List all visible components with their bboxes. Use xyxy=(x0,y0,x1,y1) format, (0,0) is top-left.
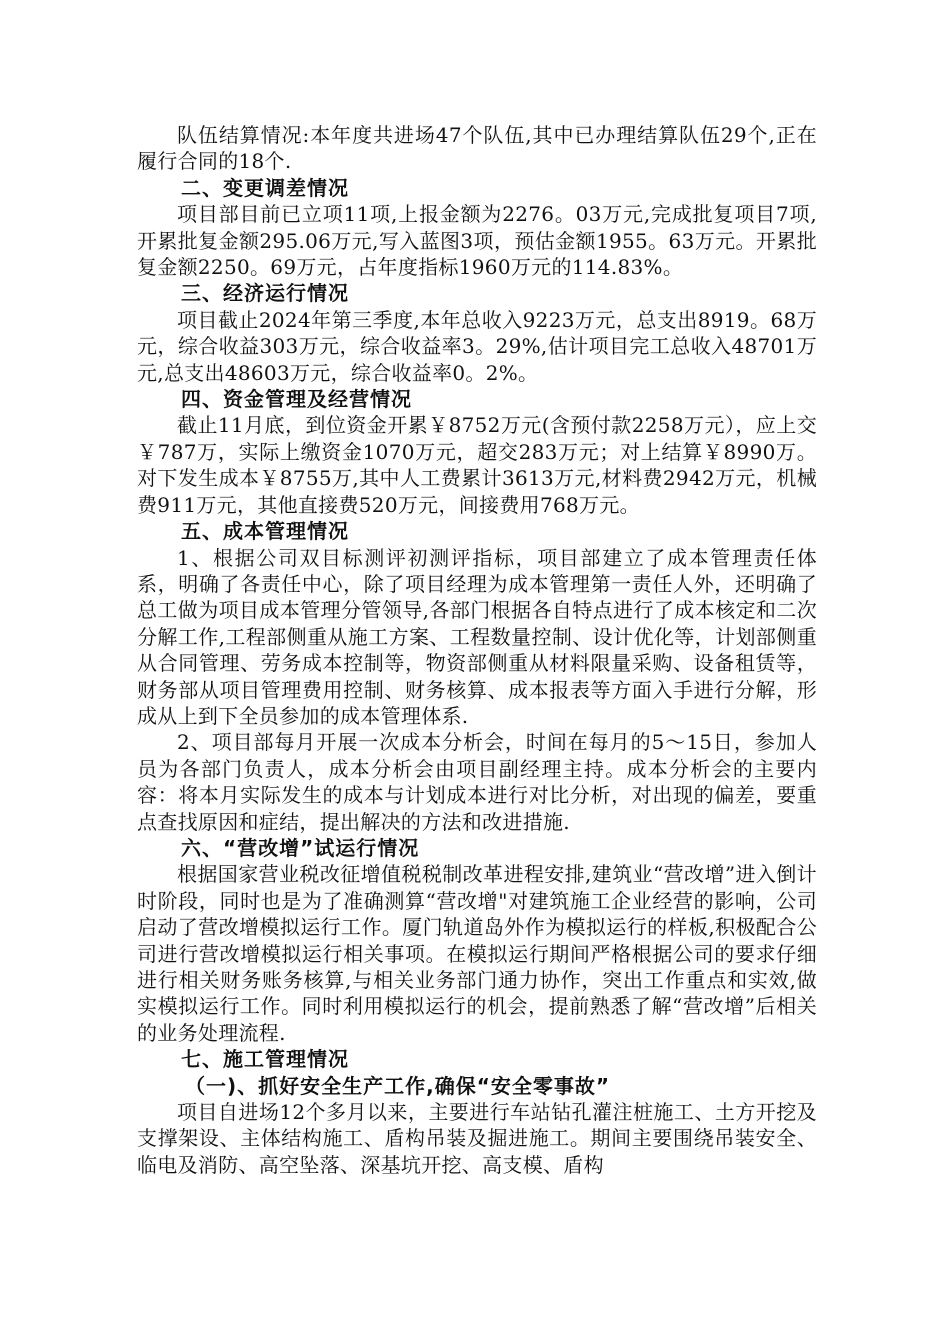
economic-operation-paragraph: 项目截止2024年第三季度,本年总收入9223万元，总支出8919。68万元，综合收益303万元，综合收益率3。29%,估计项目完工总收入48701万元,总支出48603万元，综合收益率0。2%。 xyxy=(137,307,817,385)
safety-paragraph: 项目自进场12个多月以来，主要进行车站钻孔灌注桩施工、土方开挖及支撑架设、主体结构施工、盾构吊装及掘进施工。期间主要围绕吊装安全、临电及消防、高空坠落、深基坑开挖、高支模、盾构 xyxy=(137,1100,817,1177)
cost-management-paragraph-1: 1、根据公司双目标测评初测评指标，项目部建立了成本管理责任体系，明确了各责任中心，除了项目经理为成本管理第一责任人外，还明确了总工做为项目成本管理分管领导,各部门根据各自特点进行了成本核定和二次分解工作,工程部侧重从施工方案、工程数量控制、设计优化等，计划部侧重从合同管理、劳务成本控制等，物资部侧重从材料限量采购、设备租赁等，财务部从项目管理费用控制、财务核算、成本报表等方面入手进行分解，形成从上到下全员参加的成本管理体系. xyxy=(137,545,817,728)
subsection-heading-safety: （一)、抓好安全生产工作,确保“安全零事故” xyxy=(185,1073,611,1098)
section-heading-cost-management: 五、成本管理情况 xyxy=(181,519,349,544)
change-adjustment-paragraph: 项目部目前已立项11项,上报金额为2276。03万元,完成批复项目7项,开累批复金额295.06万元,写入蓝图3项，预估金额1955。63万元。开累批复金额2250。69万元，占年度指标1960万元的114.83%。 xyxy=(137,202,817,280)
vat-reform-paragraph: 根据国家营业税改征增值税税制改革进程安排,建筑业“营改增”进入倒计时阶段，同时也是为了准确测算“营改增"对建筑施工企业经营的影响，公司启动了营改增模拟运行工作。厦门轨道岛外作为模拟运行的样板,积极配合公司进行营改增模拟运行相关事项。在模拟运行期间严格根据公司的要求仔细进行相关财务账务核算,与相关业务部门通力协作，突出工作重点和实效,做实模拟运行工作。同时利用模拟运行的机会，提前熟悉了解“营改增”后相关的业务处理流程. xyxy=(137,862,817,1045)
cost-management-paragraph-2: 2、项目部每月开展一次成本分析会，时间在每月的5～15日，参加人员为各部门负责人，成本分析会由项目副经理主持。成本分析会的主要内容：将本月实际发生的成本与计划成本进行对比分析，对出现的偏差，要重点查找原因和症结，提出解决的方法和改进措施. xyxy=(137,730,817,834)
section-heading-economic-operation: 三、经济运行情况 xyxy=(181,281,349,306)
section-heading-construction-management: 七、施工管理情况 xyxy=(181,1047,349,1072)
section-heading-vat-reform: 六、“营改增”试运行情况 xyxy=(181,835,420,860)
document-page xyxy=(137,122,817,1178)
settlement-paragraph: 队伍结算情况:本年度共进场47个队伍,其中已办理结算队伍29个,正在履行合同的18个. xyxy=(137,123,817,174)
section-heading-fund-management: 四、资金管理及经营情况 xyxy=(181,387,412,412)
section-heading-change-adjustment: 二、变更调差情况 xyxy=(181,175,349,200)
fund-management-paragraph: 截止11月底，到位资金开累￥8752万元(含预付款2258万元），应上交￥787万，实际上缴资金1070万元，超交283万元；对上结算￥8990万。对下发生成本￥8755万,其中人工费累计3613万元,材料费2942万元，机械费911万元，其他直接费520万元，间接费用768万元。 xyxy=(137,413,817,517)
